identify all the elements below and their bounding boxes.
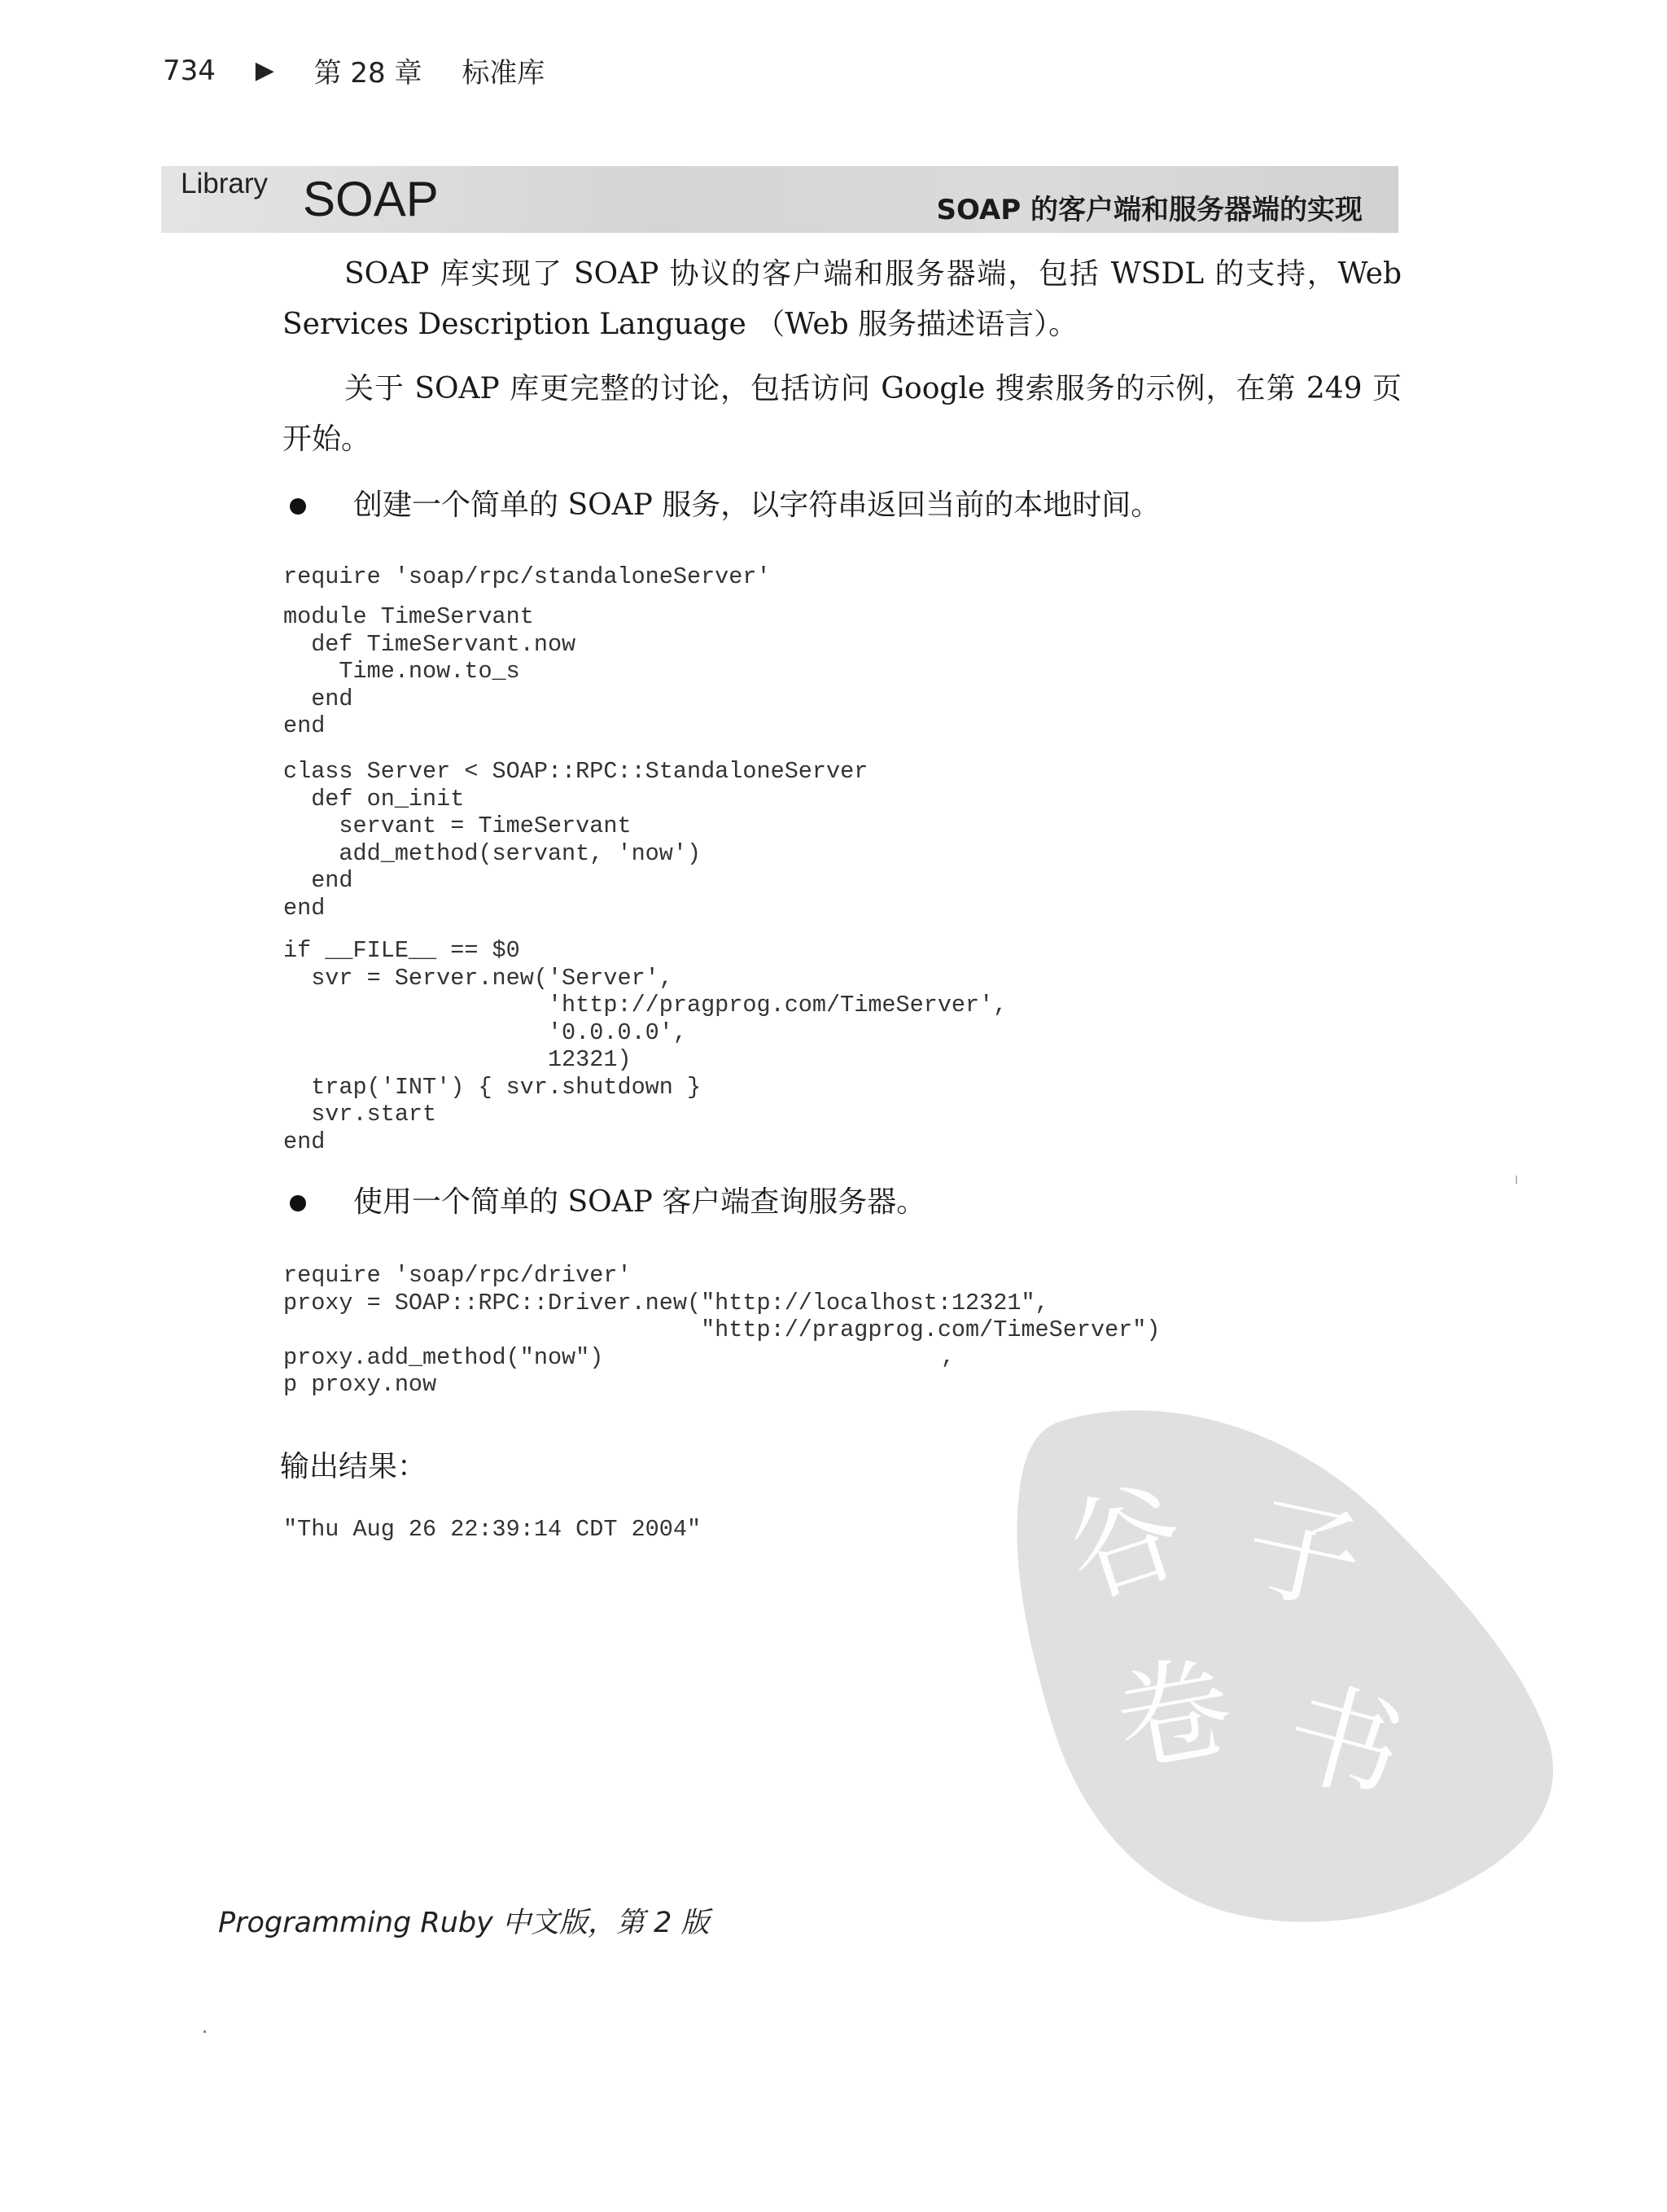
library-banner [161,166,1398,233]
bullet-icon [290,1195,306,1211]
code-class-server: class Server < SOAP::RPC::StandaloneServer def on_init servant = TimeServant add_method(servant, 'now') end end [283,758,869,922]
code-require-server: require 'soap/rpc/standaloneServer' [283,563,771,590]
code-output: "Thu Aug 26 22:39:14 CDT 2004" [283,1516,702,1543]
section-label: 标准库 [462,57,545,90]
reference-paragraph: 关于 SOAP 库更完整的讨论，包括访问 Google 搜索服务的示例，在第 249 页开始。 [282,372,1402,456]
code-module-timeservant: module TimeServant def TimeServant.now Time.now.to_s end end [283,603,576,739]
chapter-label: 第 28 章 [313,57,422,90]
page-number: 734 [163,54,216,87]
footer-book-title: Programming Ruby 中文版，第 2 版 [218,1907,710,1939]
seal-glyph: 卷 [1106,1640,1242,1791]
triangle-right-icon: ▶ [255,56,274,85]
bullet-item: 创建一个简单的 SOAP 服务，以字符串返回当前的本地时间。 [353,488,1161,522]
scan-speck [1516,1176,1517,1184]
library-subtitle: SOAP 的客户端和服务器端的实现 [936,194,1363,226]
watermark-seal [1003,1397,1573,1951]
stray-mark: , [941,1345,955,1370]
library-label: Library [181,168,268,199]
scan-speck [203,2030,206,2033]
running-header [163,50,545,90]
bullet-icon [290,498,306,515]
seal-glyph: 子 [1233,1478,1373,1632]
library-name: SOAP [303,172,439,226]
code-client: require 'soap/rpc/driver' proxy = SOAP::RPC::Driver.new("http://localhost:12321", "http://pragprog.com/TimeServer") proxy.add_method("now") p proxy.now [283,1262,1161,1398]
seal-glyph: 谷 [1050,1462,1201,1624]
bullet-item: 使用一个简单的 SOAP 客户端查询服务器。 [353,1185,926,1219]
intro-paragraph: SOAP 库实现了 SOAP 协议的客户端和服务器端，包括 WSDL 的支持，Web Services Description Language （Web 服务描述语言）。 [282,257,1402,341]
seal-glyph: 书 [1271,1664,1416,1822]
output-label: 输出结果： [280,1450,427,1483]
code-main-block: if __FILE__ == $0 svr = Server.new('Server', 'http://pragprog.com/TimeServer', '0.0.0.0', 12321) trap('INT') { svr.shutdown } svr.start end [283,937,1008,1155]
